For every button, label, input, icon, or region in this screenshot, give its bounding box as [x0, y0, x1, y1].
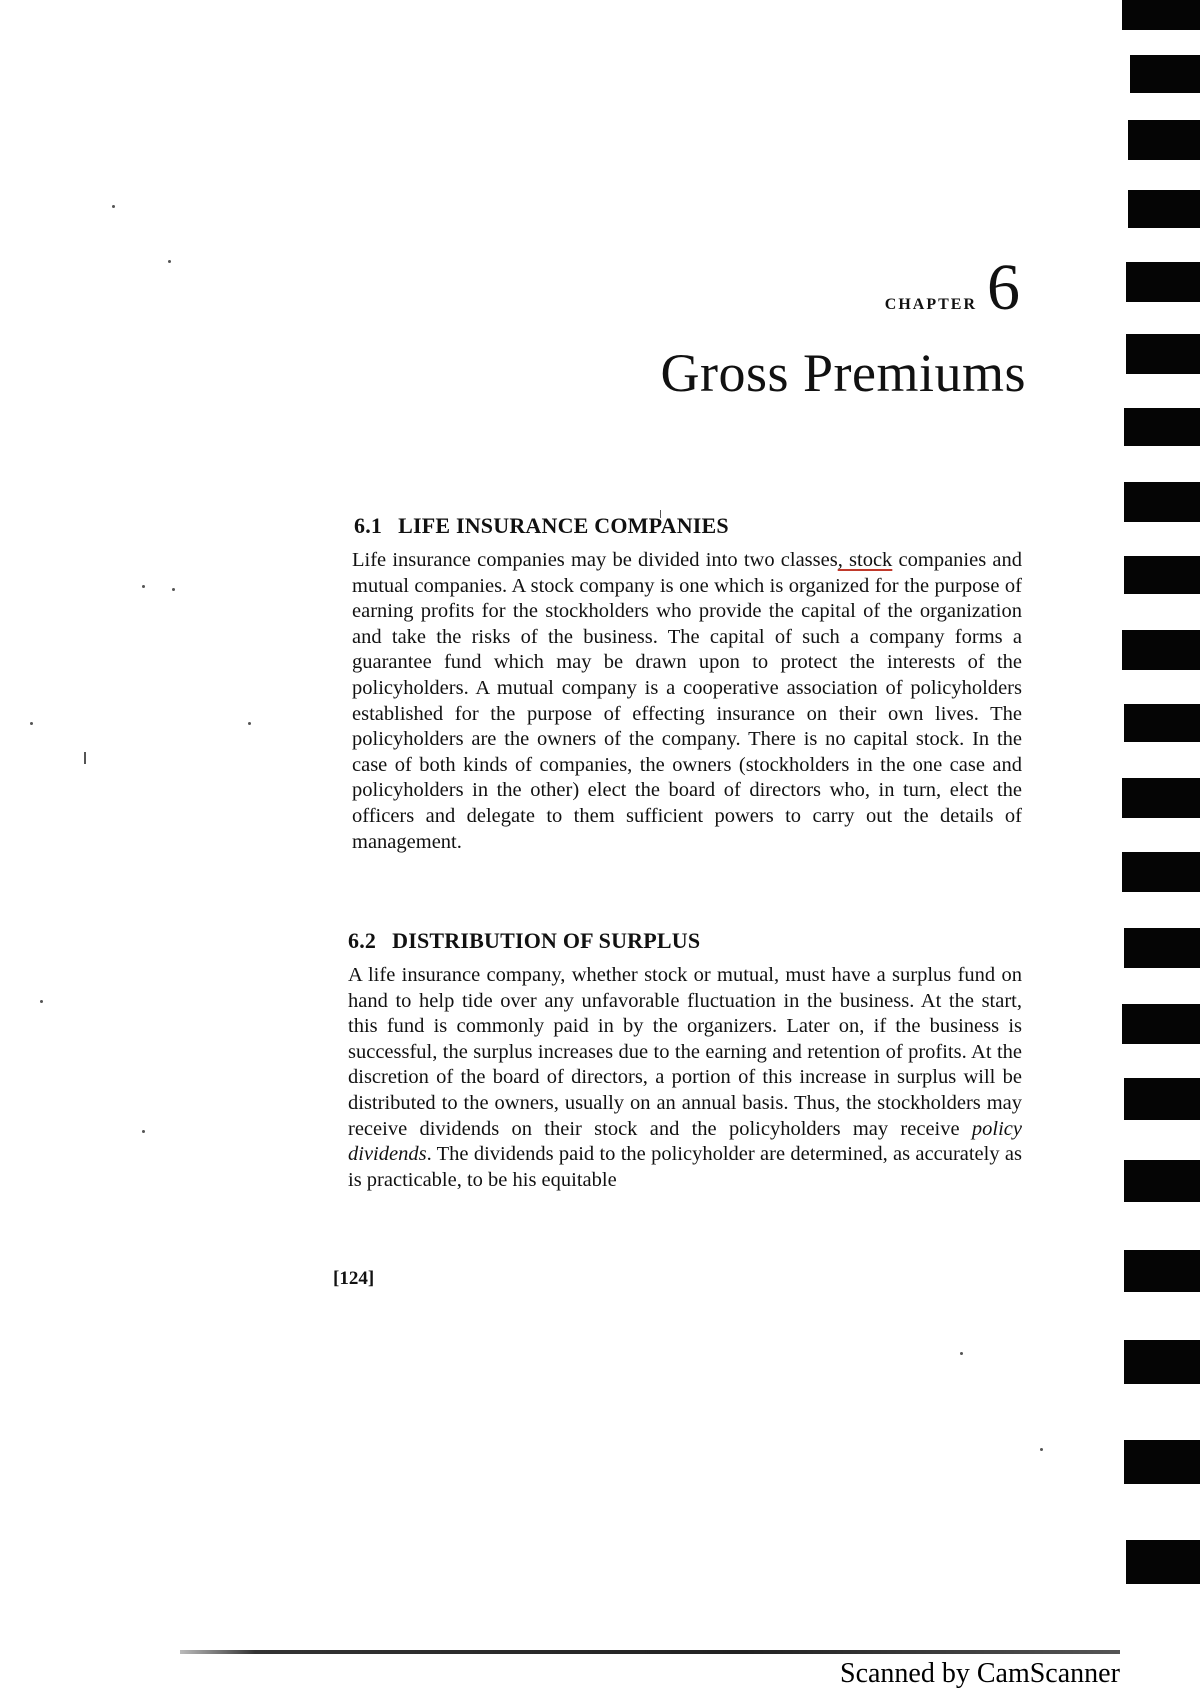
scan-speck	[168, 260, 171, 263]
section-number: 6.1	[354, 513, 383, 538]
section-title: LIFE INSURANCE COMPANIES	[398, 513, 729, 538]
binding-tooth	[1122, 630, 1200, 670]
section-number: 6.2	[348, 928, 377, 953]
paragraph-text: . The dividends paid to the policyholder are determined, as accurately as is practicable, to be his equitable	[348, 1143, 1022, 1191]
paragraph-text: A life insurance company, whether stock or mutual, must have a surplus fund on hand to help tide over any unfavorable fluctuation in the business. At the start, this fund is commonly paid in by the organizers. Later on, if the business is successful, the surplus increases due to the earning and retention of profits. At the discretion of the board of directors, a portion of this increase in surplus will be distributed to the owners, usually on an annual basis. Thus, the stockholders may receive dividends on their stock and the policyholders may receive	[348, 964, 1022, 1140]
page-number: [124]	[333, 1268, 375, 1289]
spiral-binding	[1110, 0, 1200, 1698]
binding-tooth	[1124, 482, 1200, 522]
chapter-heading	[350, 251, 1020, 324]
binding-tooth	[1128, 120, 1200, 160]
italic-term: policy dividends	[348, 1117, 1022, 1166]
section-heading-6-1	[354, 513, 729, 539]
binding-tooth	[1122, 1004, 1200, 1044]
section-heading-6-2	[348, 928, 700, 954]
scan-speck	[960, 1352, 963, 1355]
binding-tooth	[1124, 1340, 1200, 1384]
binding-tooth	[1128, 190, 1200, 228]
scan-speck	[248, 722, 251, 725]
binding-tooth	[1124, 928, 1200, 968]
binding-tooth	[1124, 1078, 1200, 1120]
scan-speck	[172, 588, 175, 591]
camscanner-watermark: Scanned by CamScanner	[840, 1658, 1120, 1689]
binding-tooth	[1122, 778, 1200, 818]
binding-tooth	[1124, 556, 1200, 594]
paragraph-rest: companies and mutual companies. A stock company is one which is organized for the purpose of earning profits for the stockholders who provide the capital of the organization and take the risks of the business. The capital of such a company forms a guarantee fund which may be drawn upon to protect the interests of the policyholders. A mutual company is a cooperative association of policyholders established for the purpose of effecting insurance on their own lives. The policyholders are the owners of the company. There is no capital stock. In the case of both kinds of companies, the owners (stockholders in the one case and policyholders in the other) elect the board of directors who, in turn, elect the officers and delegate to them sufficient powers to carry out the details of management.	[352, 549, 1022, 853]
paragraph-lead: Life insurance companies may be divided into two classes	[352, 549, 838, 571]
binding-tooth	[1126, 334, 1200, 374]
binding-tooth	[1124, 1160, 1200, 1202]
scan-speck	[1040, 1448, 1043, 1451]
binding-tooth	[1130, 55, 1200, 93]
binding-tooth	[1126, 262, 1200, 302]
scan-speck	[112, 205, 115, 208]
binding-tooth	[1124, 1250, 1200, 1292]
section-paragraph-6-1	[352, 548, 1022, 855]
section-title: DISTRIBUTION OF SURPLUS	[392, 928, 701, 953]
binding-tooth	[1126, 1540, 1200, 1584]
scan-speck	[142, 585, 145, 588]
scan-speck	[40, 1000, 43, 1003]
red-pen-underline: , stock	[837, 549, 893, 571]
scan-speck	[142, 1130, 145, 1133]
scan-speck	[84, 752, 86, 764]
binding-tooth	[1122, 852, 1200, 892]
chapter-number: 6	[987, 251, 1020, 324]
binding-tooth	[1124, 408, 1200, 446]
chapter-title: Gross Premiums	[660, 343, 1026, 403]
chapter-label: CHAPTER	[884, 296, 977, 313]
binding-tooth	[1124, 1440, 1200, 1484]
scan-bottom-edge	[180, 1650, 1120, 1654]
binding-tooth	[1124, 704, 1200, 742]
scan-speck	[30, 722, 33, 725]
section-paragraph-6-2	[348, 963, 1022, 1193]
binding-tooth	[1122, 0, 1200, 30]
